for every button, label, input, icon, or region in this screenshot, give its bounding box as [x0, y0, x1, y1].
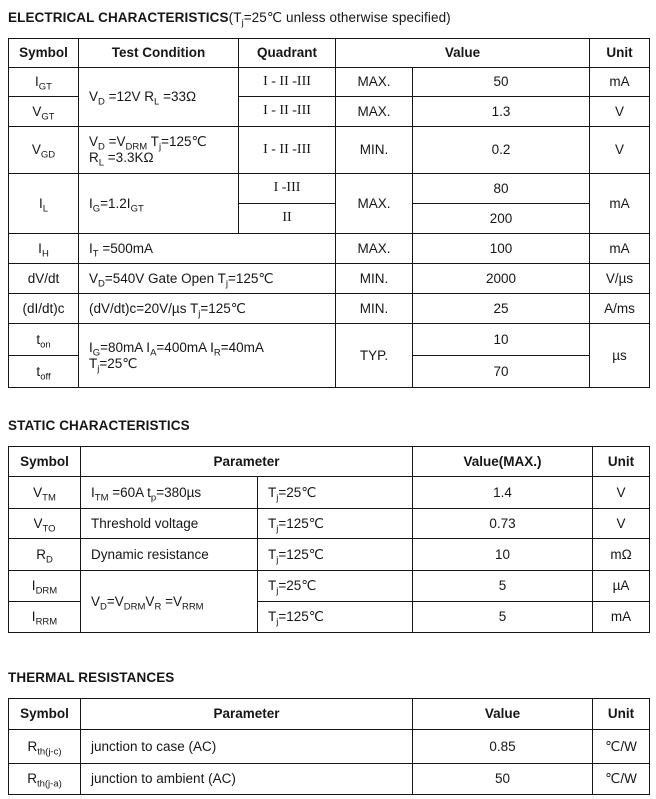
cell-value: 70: [413, 356, 590, 388]
table-row-il-a: [9, 174, 650, 204]
cell-test-temperature: $T_j=125℃$: [258, 539, 413, 571]
cell-test-temperature: $T_j=25℃$: [258, 477, 413, 509]
cell-symbol: $R_D$: [9, 539, 81, 571]
col-header-unit: Unit: [593, 447, 650, 477]
cell-value: 25: [413, 294, 590, 324]
cell-symbol: $V_{TM}$: [9, 477, 81, 509]
cell-symbol: $R_{th(j-a)}$: [9, 764, 81, 795]
col-header-value: Value: [336, 39, 590, 68]
cell-limit: MAX.: [336, 68, 413, 97]
static-section-title: STATIC CHARACTERISTICS: [8, 418, 190, 433]
col-header-unit: Unit: [593, 699, 650, 730]
electrical-characteristics-table: [8, 38, 650, 388]
cell-parameter: Threshold voltage: [81, 509, 258, 539]
col-header-unit: Unit: [590, 39, 650, 68]
thermal-header-row: [9, 699, 650, 730]
cell-symbol: $I_{DRM}$: [9, 571, 81, 602]
cell-quadrant: I -III: [239, 174, 336, 204]
cell-limit: MAX.: [336, 174, 413, 234]
cell-test-condition: $V_D=540V$ Gate Open $T_j=125℃$: [79, 264, 336, 294]
cell-limit: TYP.: [336, 324, 413, 388]
table-row-igt: [9, 68, 650, 97]
cell-symbol: $I_L$: [9, 174, 79, 234]
cell-unit: V: [590, 127, 650, 174]
col-header-test-condition: Test Condition: [79, 39, 239, 68]
table-row-vtm: [9, 477, 650, 509]
cell-test-condition: (dV/dt)c=20V/µs $T_j=125℃$: [79, 294, 336, 324]
cell-test-condition: $V_D =12V$ $R_L =33\Omega$: [79, 68, 239, 127]
col-header-symbol: Symbol: [9, 699, 81, 730]
thermal-resistances-table: [8, 698, 650, 795]
cell-symbol: $R_{th(j-c)}$: [9, 730, 81, 764]
condition-line-2: $R_L =3.3K\Omega$: [89, 150, 154, 169]
cell-parameter: Dynamic resistance: [81, 539, 258, 571]
electrical-header-row: [9, 39, 650, 68]
cell-unit: µs: [590, 324, 650, 388]
cell-symbol: $t_{off}$: [9, 356, 79, 388]
cell-parameter: junction to ambient (AC): [81, 764, 413, 795]
cell-unit: mA: [590, 174, 650, 234]
thermal-section-title: THERMAL RESISTANCES: [8, 670, 175, 685]
cell-parameter: $V_D=V_{DRM}V_R =V_{RRM}$: [81, 571, 258, 633]
table-row-vgd: [9, 127, 650, 174]
cell-symbol: $t_{on}$: [9, 324, 79, 356]
cell-symbol: $V_{GD}$: [9, 127, 79, 174]
cell-value: 100: [413, 234, 590, 264]
cell-unit: mA: [590, 234, 650, 264]
cell-value: 5: [413, 571, 593, 602]
cell-unit: V: [593, 509, 650, 539]
col-header-parameter: Parameter: [81, 447, 413, 477]
cell-symbol: $V_{TO}$: [9, 509, 81, 539]
cell-limit: MAX.: [336, 234, 413, 264]
cell-unit: mA: [590, 68, 650, 97]
cell-test-condition: [79, 127, 239, 174]
cell-symbol: $V_{GT}$: [9, 97, 79, 127]
cell-quadrant: II: [239, 204, 336, 234]
cell-unit: A/ms: [590, 294, 650, 324]
cell-value: 200: [413, 204, 590, 234]
table-row-didtc: [9, 294, 650, 324]
col-header-symbol: Symbol: [9, 39, 79, 68]
cell-limit: MIN.: [336, 127, 413, 174]
cell-parameter: junction to case (AC): [81, 730, 413, 764]
table-row-vto: [9, 509, 650, 539]
cell-unit: ℃/W: [593, 764, 650, 795]
table-row-rthja: [9, 764, 650, 795]
col-header-parameter: Parameter: [81, 699, 413, 730]
cell-value: 5: [413, 602, 593, 633]
cell-test-temperature: $T_j=25℃$: [258, 571, 413, 602]
cell-value: 10: [413, 324, 590, 356]
static-characteristics-table: [8, 446, 650, 633]
table-row-ton: [9, 324, 650, 356]
cell-limit: MIN.: [336, 264, 413, 294]
col-header-symbol: Symbol: [9, 447, 81, 477]
cell-test-temperature: $T_j=125℃$: [258, 602, 413, 633]
cell-unit: mA: [593, 602, 650, 633]
table-row-dvdt: [9, 264, 650, 294]
electrical-section-title: [8, 10, 649, 29]
static-header-row: [9, 447, 650, 477]
cell-limit: MIN.: [336, 294, 413, 324]
condition-line-1: $V_D =V_{DRM}$ $T_j=125℃$: [89, 134, 207, 154]
cell-value: 1.4: [413, 477, 593, 509]
electrical-title-condition: ($T_j=25℃$ unless otherwise specified): [228, 10, 451, 29]
cell-symbol: $I_{RRM}$: [9, 602, 81, 633]
col-header-value: Value(MAX.): [413, 447, 593, 477]
table-row-rd: [9, 539, 650, 571]
cell-test-condition: $I_G=1.2I_{GT}$: [79, 174, 239, 234]
cell-limit: MAX.: [336, 97, 413, 127]
table-row-ih: [9, 234, 650, 264]
cell-parameter: $I_{TM} =60A$ $t_p=380\mu s$: [81, 477, 258, 509]
cell-unit: µA: [593, 571, 650, 602]
cell-symbol: dV/dt: [9, 264, 79, 294]
col-header-quadrant: Quadrant: [239, 39, 336, 68]
cell-unit: mΩ: [593, 539, 650, 571]
cell-value: 1.3: [413, 97, 590, 127]
table-row-rthjc: [9, 730, 650, 764]
electrical-title-bold: ELECTRICAL CHARACTERISTICS: [8, 10, 229, 25]
cell-quadrant: I - II -III: [239, 68, 336, 97]
cell-value: 2000: [413, 264, 590, 294]
cell-quadrant: I - II -III: [239, 97, 336, 127]
cell-unit: V/µs: [590, 264, 650, 294]
cell-quadrant: I - II -III: [239, 127, 336, 174]
cell-value: 0.2: [413, 127, 590, 174]
cell-symbol: $I_{GT}$: [9, 68, 79, 97]
cell-unit: V: [590, 97, 650, 127]
cell-test-condition: $I_T =500mA$: [79, 234, 336, 264]
cell-symbol: (dI/dt)c: [9, 294, 79, 324]
cell-value: 0.85: [413, 730, 593, 764]
cell-value: 50: [413, 764, 593, 795]
condition-line-2: $T_j=25℃$: [89, 355, 138, 375]
col-header-value: Value: [413, 699, 593, 730]
cell-unit: V: [593, 477, 650, 509]
cell-unit: ℃/W: [593, 730, 650, 764]
cell-test-condition: [79, 324, 336, 388]
cell-symbol: $I_H$: [9, 234, 79, 264]
table-row-idrm: [9, 571, 650, 602]
cell-value: 0.73: [413, 509, 593, 539]
cell-value: 10: [413, 539, 593, 571]
cell-value: 50: [413, 68, 590, 97]
condition-line-1: $I_G=80mA$ $I_A=400mA$ $I_R=40mA$: [89, 339, 264, 359]
cell-value: 80: [413, 174, 590, 204]
cell-test-temperature: $T_j=125℃$: [258, 509, 413, 539]
